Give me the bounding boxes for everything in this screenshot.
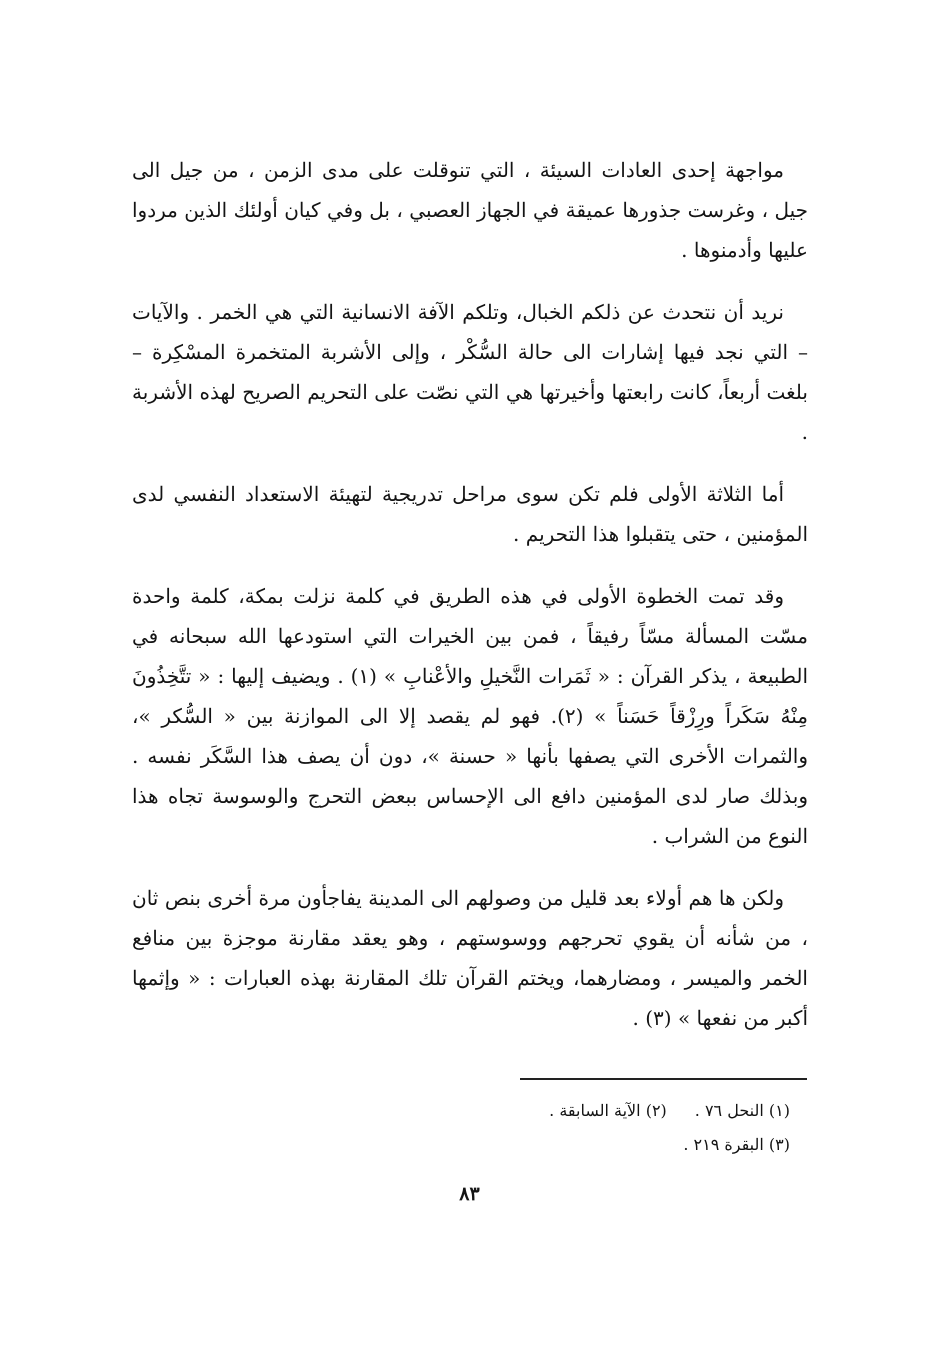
footnote-2: (٢) الآية السابقة . xyxy=(549,1101,667,1120)
paragraph-1: مواجهة إحدى العادات السيئة ، التي تنوقلت على مدى الزمن ، من جيل الى جيل ، وغرست جذورها عميقة في الجهاز العصبي ، بل وفي كيان أولئك الذين مردوا عليها وأدمنوها . xyxy=(132,158,808,262)
footnotes xyxy=(420,1094,790,1162)
paragraph-4: وقد تمت الخطوة الأولى في هذه الطريق في كلمة نزلت بمكة، كلمة واحدة مسّت المسألة مسّاً رفيقاً ، فمن بين الخيرات التي استودعها الله سبحانه في الطبيعة ، يذكر القرآن : « ثَمَرات النَّخيلِ والأعْنابِ » (١) . ويضيف إليها : « تتَّخِذُونَ مِنْهُ سَكَراً ورِزْقاً حَسَناً » (٢). فهو لم يقصد إلا الى الموازنة بين « السُّكر »، والثمرات الأخرى التي يصفها بأنها « حسنة »، دون أن يصف هذا السَّكَر نفسه . وبذلك صار لدى المؤمنين دافع الى الإحساس ببعض التحرج والوسوسة تجاه هذا النوع من الشراب . xyxy=(132,584,808,848)
page-number: ٨٣ xyxy=(459,1183,480,1205)
footnote-3: (٣) البقرة ٢١٩ . xyxy=(683,1135,790,1154)
footnote-line-1 xyxy=(420,1094,790,1128)
paragraph-2: نريد أن نتحدث عن ذلكم الخبال، وتلكم الآفة الانسانية التي هي الخمر . والآيات – التي نجد فيها إشارات الى حالة السُّكْر ، وإلى الأشربة المتخمرة المسْكِرة – بلغت أربعاً، كانت رابعتها وأخيرتها هي التي نصّت على التحريم الصريح لهذه الأشربة . xyxy=(132,300,808,444)
footnote-1: (١) النحل ٧٦ . xyxy=(694,1101,790,1120)
paragraph-3: أما الثلاثة الأولى فلم تكن سوى مراحل تدريجية لتهيئة الاستعداد النفسي لدى المؤمنين ، حتى يتقبلوا هذا التحريم . xyxy=(132,482,808,546)
main-text xyxy=(132,150,808,1038)
footnote-line-2 xyxy=(420,1128,790,1162)
paragraph-5: ولكن ها هم أولاء بعد قليل من وصولهم الى المدينة يفاجأون مرة أخرى بنص ثان ، من شأنه أن يقوي تحرجهم ووسوستهم ، وهو يعقد مقارنة موجزة بين منافع الخمر والميسر ، ومضارهما، ويختم القرآن تلك المقارنة بهذه العبارات : « وإثمها أكبر من نفعها » (٣) . xyxy=(132,886,808,1030)
footnote-divider xyxy=(520,1078,807,1080)
